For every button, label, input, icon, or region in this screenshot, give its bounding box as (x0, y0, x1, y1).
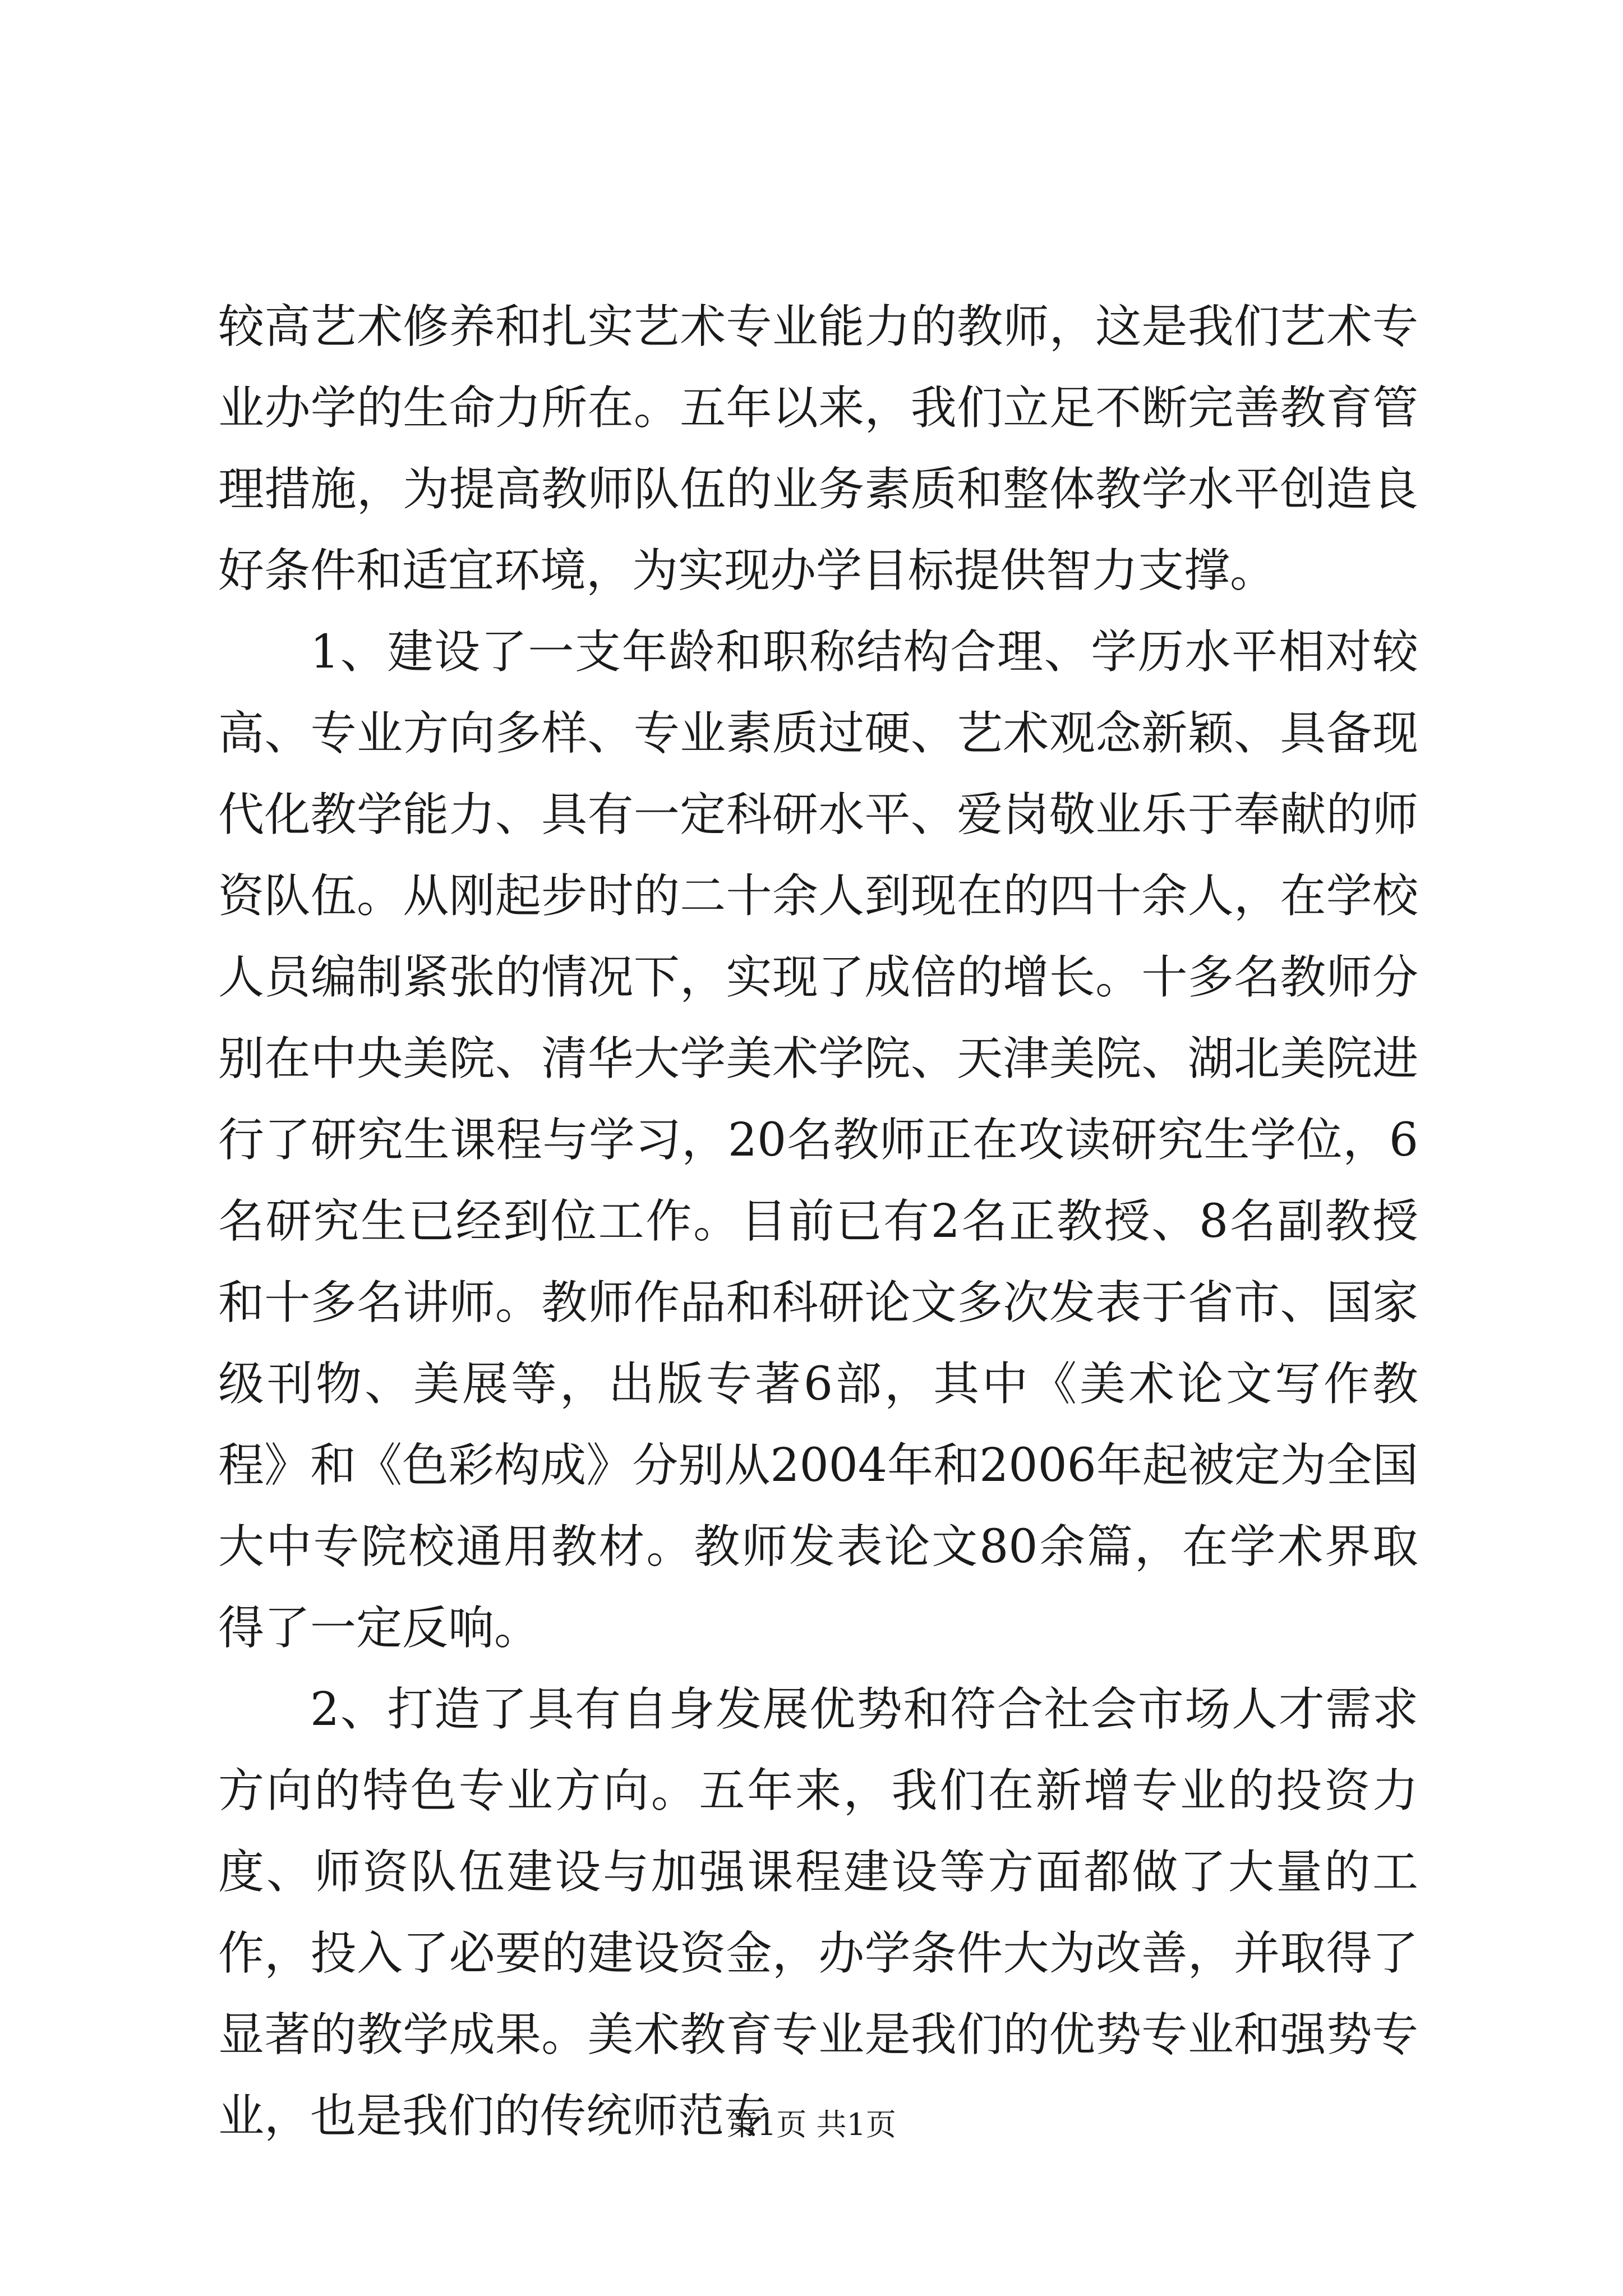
paragraph-item-2: 2、打造了具有自身发展优势和符合社会市场人才需求方向的特色专业方向。五年来，我们在新增专业的投资力度、师资队伍建设与加强课程建设等方面都做了大量的工作，投入了必要的建设资金，办学条件大为改善，并取得了显著的教学成果。美术教育专业是我们的优势专业和强势专业，也是我们的传统师范专 (218, 1683, 1418, 2143)
paragraph-intro: 较高艺术修养和扎实艺术专业能力的教师，这是我们艺术专业办学的生命力所在。五年以来，我们立足不断完善教育管理措施，为提高教师队伍的业务素质和整体教学水平创造良好条件和适宜环境，为实现办学目标提供智力支撑。 (218, 300, 1418, 597)
document-body (218, 286, 1418, 2157)
paragraph-item-1: 1、建设了一支年龄和职称结构合理、学历水平相对较高、专业方向多样、专业素质过硬、艺术观念新颖、具备现代化教学能力、具有一定科研水平、爱岗敬业乐于奉献的师资队伍。从刚起步时的二十余人到现在的四十余人，在学校人员编制紧张的情况下，实现了成倍的增长。十多名教师分别在中央美院、清华大学美术学院、天津美院、湖北美院进行了研究生课程与学习，20名教师正在攻读研究生学位，6名研究生已经到位工作。目前已有2名正教授、8名副教授和十多名讲师。教师作品和科研论文多次发表于省市、国家级刊物、美展等，出版专著6部，其中《美术论文写作教程》和《色彩构成》分别从2004年和2006年起被定为全国大中专院校通用教材。教师发表论文80余篇，在学术界取得了一定反响。 (218, 625, 1418, 1655)
page-footer: 第1页 共1页 (727, 2107, 896, 2142)
